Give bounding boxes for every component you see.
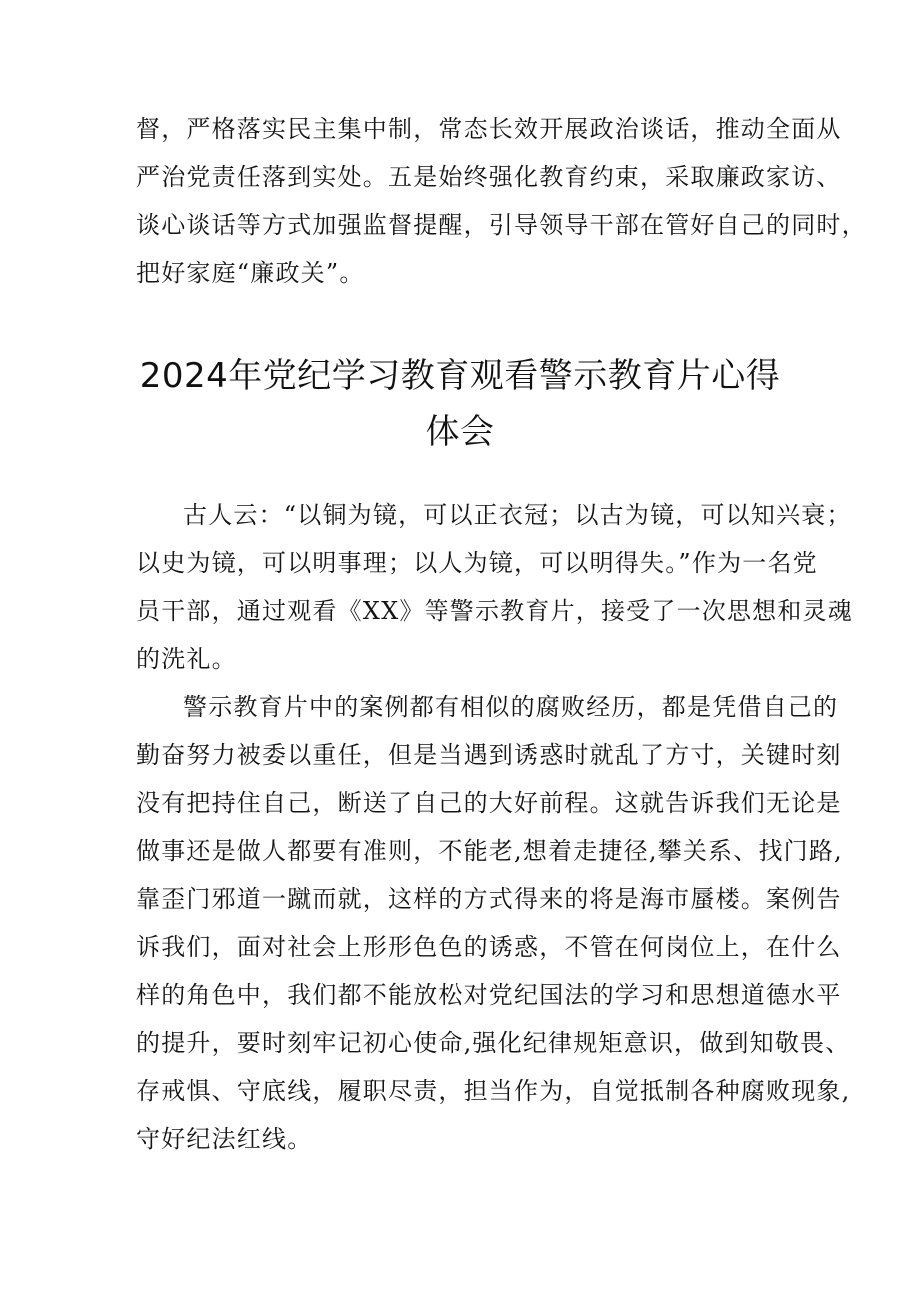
paragraph-1-line-1: 古人云：“以铜为镜，可以正衣冠；以古为镜，可以知兴衰； (183, 501, 852, 529)
paragraph-2-line-8: 的提升，要时刻牢记初心使命,强化纪律规矩意识，做到知敬畏、 (136, 1029, 851, 1057)
paragraph-2-line-6: 诉我们，面对社会上形形色色的诱惑，不管在何岗位上，在什么 (136, 933, 842, 961)
paragraph-2-line-5: 靠歪门邪道一蹴而就，这样的方式得来的将是海市蜃楼。案例告 (136, 885, 842, 913)
paragraph-2-line-4: 做事还是做人都要有准则，不能老,想着走捷径,攀关系、找门路, (136, 837, 843, 865)
paragraph-1-line-3: 员干部，通过观看《XX》等警示教育片，接受了一次思想和灵魂 (136, 597, 853, 625)
continuation-line-2: 严治党责任落到实处。五是始终强化教育约束，采取廉政家访、 (136, 163, 842, 191)
paragraph-2-line-7: 样的角色中，我们都不能放松对党纪国法的学习和思想道德水平 (136, 981, 842, 1009)
continuation-line-1: 督，严格落实民主集中制，常态长效开展政治谈话，推动全面从 (136, 115, 842, 143)
paragraph-2-line-2: 勤奋努力被委以重任，但是当遇到诱惑时就乱了方寸，关键时刻 (136, 741, 842, 769)
paragraph-2-line-10: 守好纪法红线。 (136, 1125, 313, 1153)
continuation-line-4: 把好家庭“廉政关”。 (136, 259, 365, 287)
paragraph-2-line-9: 存戒惧、守底线，履职尽责，担当作为，自觉抵制各种腐败现象, (136, 1077, 851, 1105)
paragraph-2-line-3: 没有把持住自己，断送了自己的大好前程。这就告诉我们无论是 (136, 789, 842, 817)
paragraph-1-line-4: 的洗礼。 (136, 645, 237, 673)
article-title-line-2: 体会 (425, 412, 495, 452)
article-title-line-1: 2024年党纪学习教育观看警示教育片心得 (139, 356, 781, 396)
continuation-line-3: 谈心谈话等方式加强监督提醒，引导领导干部在管好自己的同时， (136, 211, 867, 239)
paragraph-2-line-1: 警示教育片中的案例都有相似的腐败经历，都是凭借自己的 (183, 693, 839, 721)
paragraph-1-line-2: 以史为镜，可以明事理；以人为镜，可以明得失。”作为一名党 (136, 549, 818, 577)
